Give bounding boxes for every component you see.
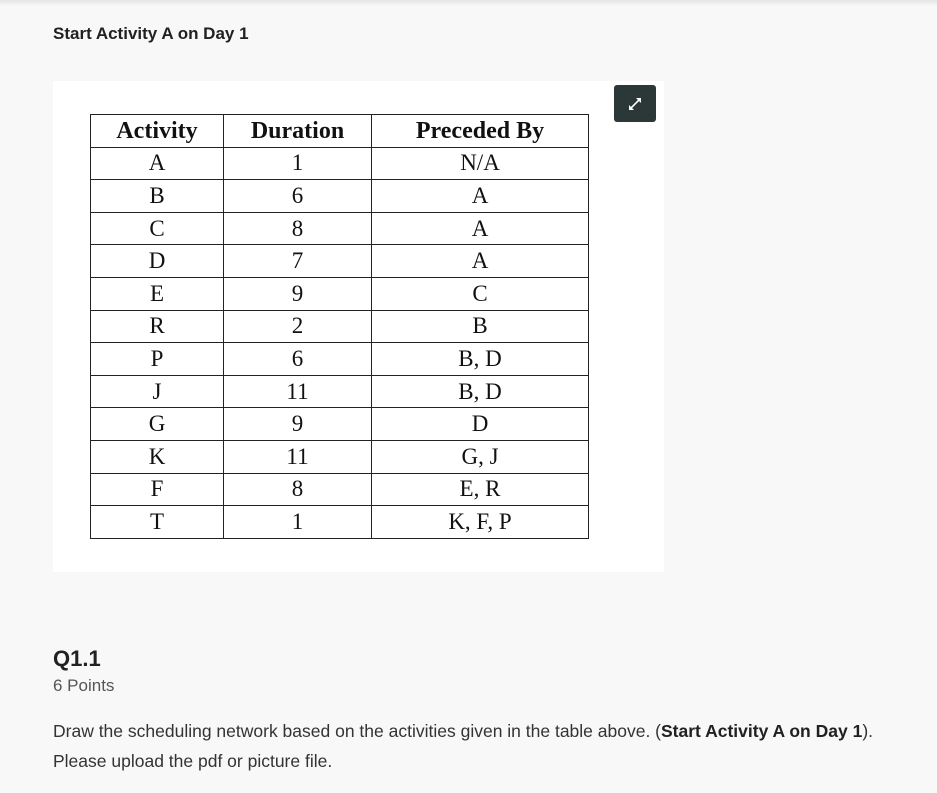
cell-activity: B bbox=[91, 180, 224, 213]
question-title: Q1.1 bbox=[53, 646, 101, 671]
cell-duration: 6 bbox=[224, 180, 372, 213]
table-row bbox=[91, 506, 589, 539]
top-shadow bbox=[0, 0, 937, 6]
cell-duration: 11 bbox=[224, 375, 372, 408]
cell-activity: A bbox=[91, 147, 224, 180]
prompt-text-2: ). Please upload the pdf or picture file. bbox=[53, 721, 874, 771]
cell-duration: 8 bbox=[224, 473, 372, 506]
header-duration: Duration bbox=[224, 115, 372, 148]
cell-duration: 2 bbox=[224, 310, 372, 343]
table-row bbox=[91, 147, 589, 180]
expand-image-button[interactable] bbox=[614, 85, 656, 122]
cell-preceded-by: K, F, P bbox=[372, 506, 589, 539]
cell-activity: P bbox=[91, 343, 224, 376]
cell-preceded-by: D bbox=[372, 408, 589, 441]
table-row bbox=[91, 245, 589, 278]
cell-activity: K bbox=[91, 440, 224, 473]
header-activity: Activity bbox=[91, 115, 224, 148]
cell-preceded-by: G, J bbox=[372, 440, 589, 473]
table-row bbox=[91, 180, 589, 213]
table-row bbox=[91, 277, 589, 310]
table-row bbox=[91, 310, 589, 343]
cell-duration: 1 bbox=[224, 506, 372, 539]
cell-preceded-by: B, D bbox=[372, 343, 589, 376]
table-row bbox=[91, 408, 589, 441]
cell-activity: R bbox=[91, 310, 224, 343]
table-row bbox=[91, 212, 589, 245]
cell-preceded-by: C bbox=[372, 277, 589, 310]
question-points: 6 Points bbox=[53, 676, 115, 695]
cell-duration: 11 bbox=[224, 440, 372, 473]
cell-preceded-by: N/A bbox=[372, 147, 589, 180]
cell-duration: 7 bbox=[224, 245, 372, 278]
table-header-row bbox=[91, 115, 589, 148]
table-row bbox=[91, 440, 589, 473]
cell-activity: D bbox=[91, 245, 224, 278]
question-prompt bbox=[53, 716, 903, 776]
cell-duration: 9 bbox=[224, 408, 372, 441]
cell-duration: 8 bbox=[224, 212, 372, 245]
cell-preceded-by: E, R bbox=[372, 473, 589, 506]
activity-table bbox=[90, 114, 589, 539]
cell-preceded-by: A bbox=[372, 245, 589, 278]
cell-activity: C bbox=[91, 212, 224, 245]
prompt-text-1: Draw the scheduling network based on the activities given in the table above. ( bbox=[53, 721, 661, 741]
cell-activity: F bbox=[91, 473, 224, 506]
cell-preceded-by: B, D bbox=[372, 375, 589, 408]
cell-preceded-by: A bbox=[372, 180, 589, 213]
cell-preceded-by: A bbox=[372, 212, 589, 245]
cell-preceded-by: B bbox=[372, 310, 589, 343]
table-row bbox=[91, 473, 589, 506]
cell-activity: G bbox=[91, 408, 224, 441]
question-image bbox=[53, 81, 664, 572]
prompt-bold-text: Start Activity A on Day 1 bbox=[661, 721, 863, 741]
cell-activity: E bbox=[91, 277, 224, 310]
table-row bbox=[91, 375, 589, 408]
expand-arrows-icon bbox=[626, 95, 644, 113]
table-row bbox=[91, 343, 589, 376]
cell-duration: 6 bbox=[224, 343, 372, 376]
header-preceded-by: Preceded By bbox=[372, 115, 589, 148]
cell-duration: 9 bbox=[224, 277, 372, 310]
cell-duration: 1 bbox=[224, 147, 372, 180]
cell-activity: J bbox=[91, 375, 224, 408]
cell-activity: T bbox=[91, 506, 224, 539]
section-heading: Start Activity A on Day 1 bbox=[53, 24, 249, 43]
